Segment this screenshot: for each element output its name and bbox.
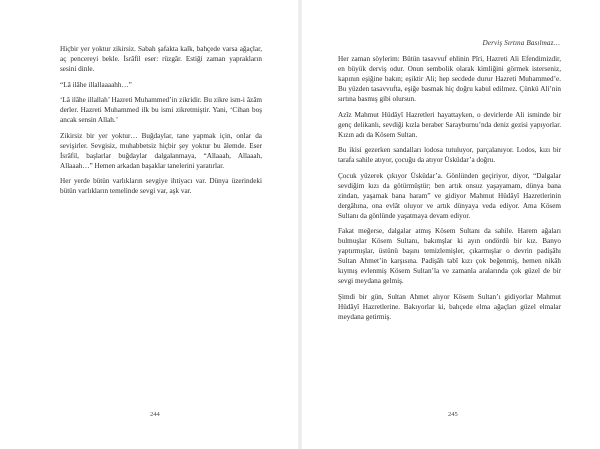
paragraph: Azîz Mahmut Hüdâyî Hazretleri hayattayken, o devirlerde Ali isminde bir genç delikanlı, sevdiği kızla beraber Sarayburnu’nda deniz gezisi yapıyorlar. Kızın adı da Kösem Sultan. <box>338 110 561 139</box>
paragraph: “Lâ ilâhe illallaaaahh…” <box>60 80 132 89</box>
paragraph: ‘Lâ ilâhe illallah’ Hazreti Muhammed’in zikridir. Bu zikre ism-i âzâm derler. Hazreti Muhammed ilk bu ismi zikretmiştir. Yani, ‘Cihan boş ancak sensin Allah.’ <box>60 96 262 124</box>
left-page-text <box>60 44 262 202</box>
page-number: 245 <box>448 411 458 418</box>
paragraph: Çocuk yüzerek çıkıyor Üsküdar’a. Gönlünden geçiriyor, diyor, “Dalgalar sevdiğim kızı da götürmüştür; ben artık onsuz yaşayamam, dünya bana zindan, yaşamak bana haram” ve gidiyor Mahmut Hüdâyî Hazretlerinin dergâhına, ona evlât oluyor ve artık dünyaya veda ediyor. Ama Kösem Sultanı da gönlünde yaşatmaya devam ediyor. <box>338 171 561 220</box>
page-number: 244 <box>150 411 160 418</box>
paragraph: Bu ikisi gezerken sandalları lodosa tutuluyor, parçalanıyor. Lodos, kızı bir tarafa sahile atıyor, çocuğu da atıyor Üsküdar’a doğru. <box>338 146 561 164</box>
right-page-text <box>338 54 561 327</box>
running-head: Derviş Sırtına Basılmaz… <box>482 39 560 47</box>
paragraph: Zikirsiz bir yer yoktur… Buğdaylar, tane yapmak için, onlar da sevişirler. Sevgisiz, muhabbetsiz hiçbir şey yoktur bu âlemde. Eser İsrâfil, başlarlar buğdaylar dalgalanmaya, “Allaaah, Allaaah, Allaaah…” Hemen arkadan başaklar tanelerini yaratırlar. <box>60 131 262 170</box>
paragraph: Her yerde bütün varlıkların sevgiye ihtiyacı var. Dünya üzerindeki bütün varlıkların temelinde sevgi var, aşk var. <box>60 177 262 195</box>
paragraph: Şimdi bir gün, Sultan Ahmet alıyor Kösem Sultan’ı gidiyorlar Mahmut Hüdâyî Hazretlerine. Bakıyorlar ki, bahçede elma ağaçları güzel elmalar meydana getirmiş. <box>338 292 561 321</box>
right-page <box>300 0 600 449</box>
paragraph: Hiçbir yer yoktur zikirsiz. Sabah şafakta kalk, bahçede varsa ağaçlar, aç pencereyi bekle. İsrâfil eser: rüzgâr. Estiği zaman yaprakların sesini dinle. <box>60 45 262 73</box>
paragraph: Fakat meğerse, dalgalar atmış Kösem Sultanı da sahile. Harem ağaları bulmuşlar Kösem Sultanı, bakımşlar ki ayın ondördü bir kız. Banyo yaptırmışlar, üstünü başını temizlemişler, çıkarmışlar o devrin padişâhı Sultan Ahmet’in karşısına. Padişâh tabî kızı çok beğenmiş, hemen nikâh kıymış evlenmiş Kösem Sultan’la ve zamanla aralarında çok güzel de bir sevgi meydana gelmiş. <box>338 227 561 285</box>
paragraph: Her zaman söylerim: Bütün tasavvuf ehlinin Pîri, Hazreti Ali Efendimizdir, en büyük derviş odur. Onun sembolik olarak kimliğini görmek isterseniz, kapının eşiğine bakın; eşiktir Ali; hep secdede durur Hazreti Muhammed’e. Bu yüzden tasavvufta, eşiğe basmak hiç doğru kabul edilmez. Çünkü Ali’nin sırtına basmış gibi olursun. <box>338 55 561 103</box>
